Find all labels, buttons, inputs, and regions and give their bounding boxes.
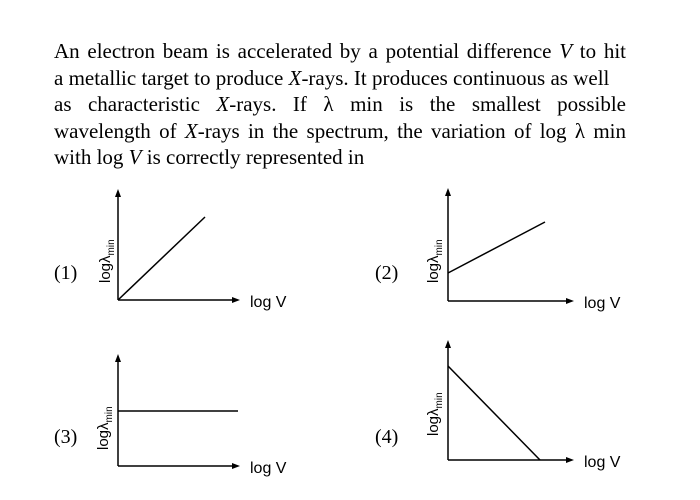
option-3-label[interactable]: (3) <box>54 426 78 448</box>
x-axis-arrow-icon <box>566 457 574 463</box>
option-3-graph[interactable] <box>88 345 308 480</box>
question-line-3: as characteristic X-rays. If λ min is the smallest possible <box>54 92 626 116</box>
y-axis-arrow-icon <box>445 340 451 348</box>
graph-line <box>448 222 545 273</box>
x-axis-arrow-icon <box>232 297 240 303</box>
option-1-graph[interactable] <box>88 185 308 320</box>
graph-line <box>118 217 205 300</box>
option-2-graph[interactable] <box>418 180 658 320</box>
question-line-5: with log V is correctly represented in <box>54 145 365 169</box>
y-axis-label: logλ$_{min}$ <box>425 239 445 283</box>
option-4-label[interactable]: (4) <box>375 426 399 448</box>
y-axis-arrow-icon <box>115 189 121 197</box>
y-axis-label: logλ$_{min}$ <box>425 392 445 436</box>
x-axis-arrow-icon <box>232 463 240 469</box>
question-text <box>54 38 626 171</box>
option-1-label[interactable]: (1) <box>54 262 78 284</box>
x-axis-label: log V <box>584 454 621 471</box>
y-axis-arrow-icon <box>445 188 451 196</box>
question-line-4: wavelength of X-rays in the spectrum, the variation of log λ min <box>54 118 626 143</box>
graph-line <box>448 366 540 460</box>
x-axis-label: log V <box>584 295 621 312</box>
question-line-1: An electron beam is accelerated by a potential difference V to hit <box>54 39 626 63</box>
y-axis-arrow-icon <box>115 354 121 362</box>
question-line-2: a metallic target to produce X-rays. It produces continuous as well <box>54 65 610 90</box>
option-4-graph[interactable] <box>418 336 658 476</box>
x-axis-label: log V <box>250 294 287 311</box>
option-2-label[interactable]: (2) <box>375 262 399 284</box>
x-axis-label: log V <box>250 460 287 477</box>
y-axis-label: logλ$_{min}$ <box>95 406 115 450</box>
y-axis-label: logλ$_{min}$ <box>97 239 117 283</box>
x-axis-arrow-icon <box>566 298 574 304</box>
